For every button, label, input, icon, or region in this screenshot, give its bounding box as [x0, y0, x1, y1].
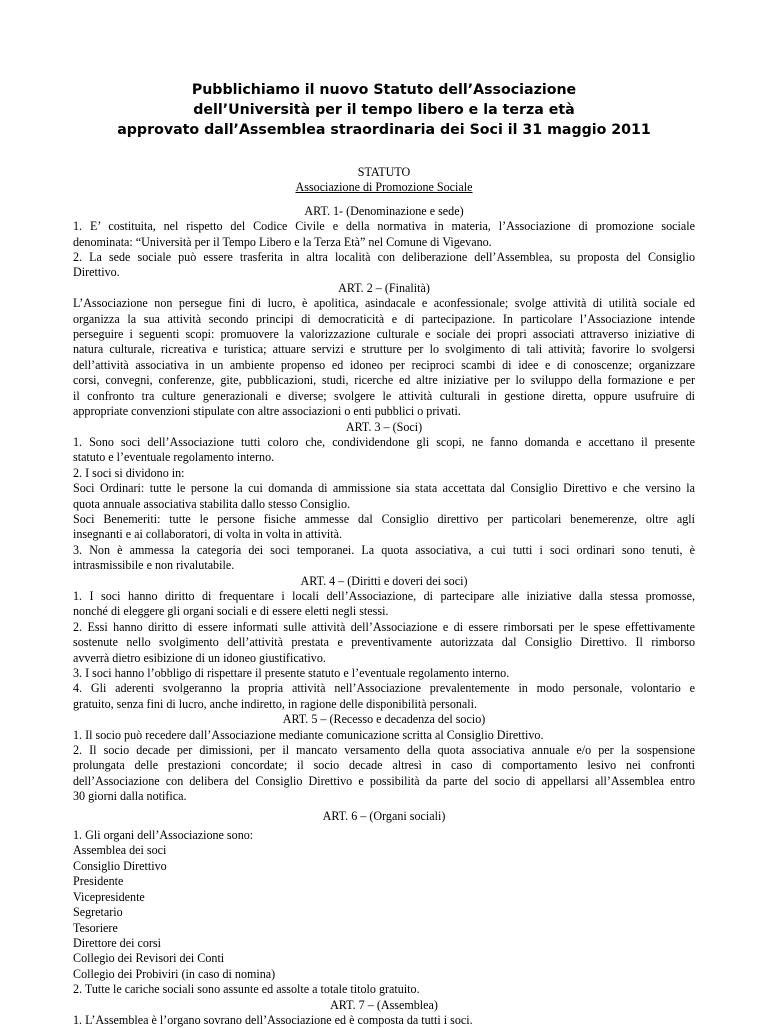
paragraph-line: nonché di eleggere gli organi sociali e di essere eletti negli stessi. — [73, 604, 389, 619]
organ-list-item: Consiglio Direttivo — [73, 858, 167, 873]
paragraph-line: insegnanti e ai collaboratori, di volta in volta in attività. — [73, 527, 343, 542]
paragraph-line: 3. I soci hanno l’obbligo di rispettare il presente statuto e l’eventuale regolamento interno. — [73, 666, 510, 680]
title-line: Pubblichiamo il nuovo Statuto dell’Associazione — [191, 82, 577, 98]
paragraph-line: sostenute nello svolgimento dell’attività prestata e preventivamente autorizzata dal Consiglio Direttivo. Il rimborso — [73, 635, 695, 650]
paragraph-line: corsi, convegni, conferenze, gite, pubblicazioni, studi, ricerche ed altre iniziative per lo sviluppo della formazione e per — [73, 373, 695, 388]
paragraph-line: denominata: “Università per il Tempo Libero e la Terza Età” nel Comune di Vigevano. — [73, 234, 492, 249]
article-heading: ART. 5 – (Recesso e decadenza del socio) — [282, 712, 486, 727]
paragraph-line: 2. La sede sociale può essere trasferita in altra località con deliberazione dell’Assemblea, su proposta del Consiglio — [73, 250, 695, 265]
article-heading: ART. 6 – (Organi sociali) — [322, 808, 446, 823]
paragraph-line: perseguire i seguenti scopi: promuovere la valorizzazione culturale e sociale dei propri associati attraverso iniziative di — [73, 327, 695, 342]
spacer — [73, 196, 695, 204]
article-heading: ART. 4 – (Diritti e doveri dei soci) — [300, 573, 468, 588]
organ-list-item: Assemblea dei soci — [73, 843, 167, 858]
paragraph-line: 4. Gli aderenti svolgeranno la propria attività nell’Associazione prevalentemente in modo personale, volontario e — [73, 681, 695, 696]
paragraph-line: dell’attività associativa in un ambiente propenso ed idoneo per reciproci scambi di idee e di conoscenze; organizzare — [73, 357, 695, 372]
organ-list-item: Direttore dei corsi — [73, 935, 161, 950]
paragraph-line: Direttivo. — [73, 265, 120, 280]
paragraph-line: 2. I soci si dividono in: — [73, 465, 185, 480]
paragraph-line: Soci Ordinari: tutte le persone la cui domanda di ammissione sia stata accettata dal Consiglio Direttivo e che versino la — [73, 481, 695, 496]
organ-list-item: Segretario — [73, 905, 123, 920]
paragraph-line: prolungata delle prestazioni concordate; il socio decade altresì in caso di comportamento lesivo nei confronti — [73, 758, 695, 773]
paragraph-line: appropriate convenzioni stipulate con altre associazioni o enti pubblici o privati. — [73, 404, 461, 419]
title-line: approvato dall’Assemblea straordinaria dei Soci il 31 maggio 2011 — [117, 122, 651, 138]
paragraph-line: 1. I soci hanno diritto di frequentare i locali dell’Associazione, di partecipare alle iniziative dalla stessa promosse, — [73, 588, 695, 603]
paragraph-line: 3. Non è ammessa la categoria dei soci temporanei. La quota associativa, a cui tutti i soci ordinari sono tenuti, è — [73, 542, 695, 557]
paragraph-line: 30 giorni dalla notifica. — [73, 789, 187, 804]
article-heading: ART. 3 – (Soci) — [345, 419, 423, 434]
document-title — [0, 80, 768, 140]
paragraph-line: Soci Benemeriti: tutte le persone fisiche ammesse dal Consiglio direttivo per particolari benemerenze, oltre agli — [73, 511, 695, 526]
paragraph-line: 1. Il socio può recedere dall’Associazione mediante comunicazione scritta al Consiglio Direttivo. — [73, 727, 544, 742]
paragraph-line: gratuito, senza fini di lucro, anche indiretto, in ragione delle disponibilità personali. — [73, 696, 478, 711]
organ-list-item: Collegio dei Probiviri (in caso di nomina) — [73, 966, 276, 981]
organ-list-item: Presidente — [73, 874, 124, 889]
paragraph-line: il confronto tra culture generazionali e diverse; svolgere le attività culturali in gestione diretta, oppure usufruire di — [73, 388, 695, 403]
article-heading: ART. 7 – (Assemblea) — [330, 997, 438, 1012]
organ-list-item: Vicepresidente — [73, 889, 145, 904]
title-line: dell’Università per il tempo libero e la terza età — [193, 102, 575, 118]
paragraph-line: avverrà dietro esibizione di un idoneo giustificativo. — [73, 650, 326, 665]
organ-list-item: Tesoriere — [73, 920, 118, 935]
paragraph-line: L’Associazione non persegue fini di lucro, è apolitica, asindacale e aconfessionale; svolge attività di utilità sociale ed — [73, 296, 695, 311]
statute-heading: STATUTO — [357, 165, 411, 179]
paragraph-line: 1. Gli organi dell’Associazione sono: — [73, 828, 254, 843]
paragraph-line: dell’Associazione con delibera del Consiglio Direttivo e possibilità da parte del socio di appellarsi all’Assemblea entro — [73, 773, 695, 788]
statute-subheading: Associazione di Promozione Sociale — [295, 180, 473, 195]
paragraph-line: organizza la sua attività secondo principi di democraticità e di partecipazione. In particolare l’Associazione intende — [73, 311, 695, 326]
paragraph-line: intrasmissibile e non rivalutabile. — [73, 558, 235, 573]
article-heading: ART. 1- (Denominazione e sede) — [304, 203, 464, 218]
paragraph-line: 1. E’ costituita, nel rispetto del Codice Civile e della normativa in materia, l’Associazione di promozione sociale — [73, 219, 695, 234]
article-heading: ART. 2 – (Finalità) — [338, 280, 430, 295]
paragraph-line: 2. Il socio decade per dimissioni, per il mancato versamento della quota associativa annuale e/o per la sospensione — [73, 743, 695, 758]
paragraph-line: quota annuale associativa stabilita dallo stesso Consiglio. — [73, 496, 351, 511]
paragraph-line: statuto e l’eventuale regolamento interno. — [73, 450, 275, 465]
statute-body — [73, 165, 695, 1028]
paragraph-line: 2. Essi hanno diritto di essere informati sulle attività dell’Associazione e di essere rimborsati per le spese effettivamente — [73, 619, 695, 634]
organ-list-item: Collegio dei Revisori dei Conti — [73, 951, 225, 966]
paragraph-line: 1. L’Assemblea è l’organo sovrano dell’Associazione ed è composta da tutti i soci. — [73, 1012, 473, 1027]
paragraph-line: 1. Sono soci dell’Associazione tutti coloro che, condividendone gli scopi, ne fanno domanda e accettano il presente — [73, 434, 695, 449]
paragraph-line: natura culturale, ricreativa e turistica; attuare servizi e strutture per lo svolgimento di tali attività; favorire lo svolgersi — [73, 342, 695, 357]
paragraph-line: 2. Tutte le cariche sociali sono assunte ed assolte a totale titolo gratuito. — [73, 982, 420, 997]
